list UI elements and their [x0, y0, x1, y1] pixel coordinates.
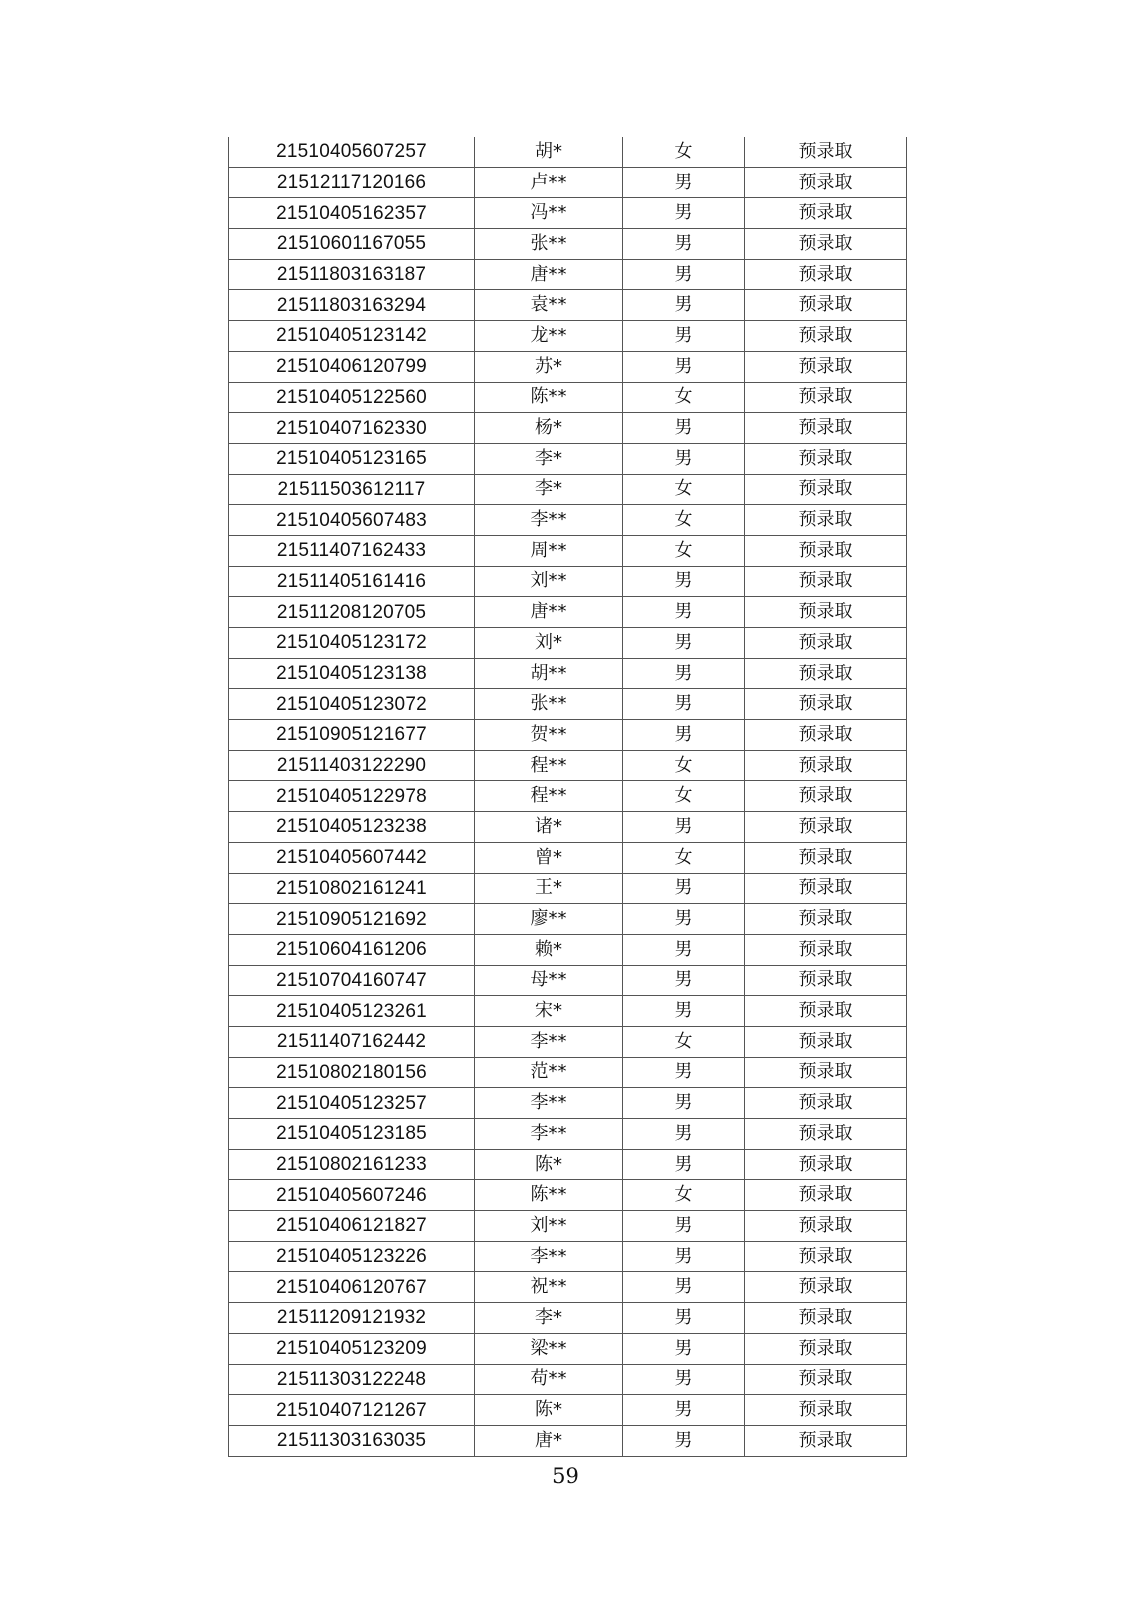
gender-cell: 女	[623, 535, 745, 566]
name-cell: 李**	[475, 1088, 623, 1119]
name-cell: 祝**	[475, 1272, 623, 1303]
candidate-id-cell: 21510405123261	[229, 996, 475, 1027]
name-cell: 张**	[475, 689, 623, 720]
status-cell: 预录取	[745, 750, 907, 781]
name-cell: 冯**	[475, 198, 623, 229]
gender-cell: 男	[623, 1303, 745, 1334]
table-row	[229, 443, 907, 474]
candidate-id-cell: 21511303122248	[229, 1364, 475, 1395]
candidate-id-cell: 21511405161416	[229, 566, 475, 597]
table-row	[229, 658, 907, 689]
status-cell: 预录取	[745, 566, 907, 597]
gender-cell: 男	[623, 413, 745, 444]
status-cell: 预录取	[745, 965, 907, 996]
status-cell: 预录取	[745, 1088, 907, 1119]
gender-cell: 男	[623, 443, 745, 474]
table-row	[229, 781, 907, 812]
gender-cell: 男	[623, 1333, 745, 1364]
candidate-id-cell: 21511209121932	[229, 1303, 475, 1334]
name-cell: 唐**	[475, 597, 623, 628]
table-row	[229, 689, 907, 720]
gender-cell: 女	[623, 750, 745, 781]
gender-cell: 男	[623, 229, 745, 260]
status-cell: 预录取	[745, 259, 907, 290]
gender-cell: 女	[623, 137, 745, 167]
status-cell: 预录取	[745, 413, 907, 444]
table-row	[229, 474, 907, 505]
gender-cell: 男	[623, 873, 745, 904]
name-cell: 卢**	[475, 167, 623, 198]
status-cell: 预录取	[745, 1303, 907, 1334]
name-cell: 范**	[475, 1057, 623, 1088]
candidate-id-cell: 21510601167055	[229, 229, 475, 260]
name-cell: 王*	[475, 873, 623, 904]
gender-cell: 男	[623, 934, 745, 965]
status-cell: 预录取	[745, 198, 907, 229]
candidate-id-cell: 21510405123185	[229, 1119, 475, 1150]
status-cell: 预录取	[745, 1149, 907, 1180]
candidate-id-cell: 21510405607442	[229, 842, 475, 873]
gender-cell: 女	[623, 382, 745, 413]
name-cell: 李**	[475, 1119, 623, 1150]
candidate-id-cell: 21510405123142	[229, 321, 475, 352]
candidate-id-cell: 21510604161206	[229, 934, 475, 965]
name-cell: 母**	[475, 965, 623, 996]
table-row	[229, 1333, 907, 1364]
status-cell: 预录取	[745, 535, 907, 566]
table-row	[229, 1211, 907, 1242]
candidate-id-cell: 21510405123172	[229, 628, 475, 659]
table-row	[229, 259, 907, 290]
status-cell: 预录取	[745, 720, 907, 751]
gender-cell: 女	[623, 1180, 745, 1211]
status-cell: 预录取	[745, 1180, 907, 1211]
status-cell: 预录取	[745, 1395, 907, 1426]
status-cell: 预录取	[745, 1057, 907, 1088]
candidate-id-cell: 21510704160747	[229, 965, 475, 996]
candidate-id-cell: 21510407121267	[229, 1395, 475, 1426]
table-row	[229, 137, 907, 167]
name-cell: 诸*	[475, 812, 623, 843]
gender-cell: 男	[623, 1211, 745, 1242]
gender-cell: 男	[623, 1364, 745, 1395]
status-cell: 预录取	[745, 904, 907, 935]
gender-cell: 男	[623, 1395, 745, 1426]
page-number: 59	[552, 1464, 579, 1488]
gender-cell: 女	[623, 842, 745, 873]
name-cell: 李*	[475, 443, 623, 474]
candidate-id-cell: 21510406120767	[229, 1272, 475, 1303]
gender-cell: 男	[623, 198, 745, 229]
candidate-id-cell: 21510802161233	[229, 1149, 475, 1180]
name-cell: 周**	[475, 535, 623, 566]
table-row	[229, 505, 907, 536]
name-cell: 杨*	[475, 413, 623, 444]
candidate-id-cell: 21511403122290	[229, 750, 475, 781]
status-cell: 预录取	[745, 842, 907, 873]
candidate-id-cell: 21512117120166	[229, 167, 475, 198]
status-cell: 预录取	[745, 229, 907, 260]
name-cell: 陈*	[475, 1395, 623, 1426]
table-body	[229, 137, 907, 1456]
gender-cell: 男	[623, 351, 745, 382]
status-cell: 预录取	[745, 321, 907, 352]
candidate-id-cell: 21510405607257	[229, 137, 475, 167]
name-cell: 梁**	[475, 1333, 623, 1364]
name-cell: 胡*	[475, 137, 623, 167]
candidate-id-cell: 21510405123226	[229, 1241, 475, 1272]
gender-cell: 男	[623, 812, 745, 843]
candidate-id-cell: 21510802180156	[229, 1057, 475, 1088]
name-cell: 李**	[475, 1241, 623, 1272]
table-row	[229, 904, 907, 935]
candidate-id-cell: 21510905121692	[229, 904, 475, 935]
gender-cell: 男	[623, 1272, 745, 1303]
gender-cell: 男	[623, 1088, 745, 1119]
name-cell: 陈*	[475, 1149, 623, 1180]
table-row	[229, 1241, 907, 1272]
status-cell: 预录取	[745, 1026, 907, 1057]
status-cell: 预录取	[745, 873, 907, 904]
table-row	[229, 965, 907, 996]
name-cell: 刘**	[475, 1211, 623, 1242]
status-cell: 预录取	[745, 597, 907, 628]
name-cell: 李*	[475, 1303, 623, 1334]
candidate-id-cell: 21510802161241	[229, 873, 475, 904]
name-cell: 李*	[475, 474, 623, 505]
candidate-id-cell: 21511803163187	[229, 259, 475, 290]
candidate-id-cell: 21510405123138	[229, 658, 475, 689]
table-row	[229, 382, 907, 413]
gender-cell: 男	[623, 658, 745, 689]
table-row	[229, 934, 907, 965]
status-cell: 预录取	[745, 474, 907, 505]
candidate-id-cell: 21511303163035	[229, 1425, 475, 1456]
admission-table	[228, 137, 907, 1457]
name-cell: 程**	[475, 750, 623, 781]
table-row	[229, 167, 907, 198]
candidate-id-cell: 21510405607246	[229, 1180, 475, 1211]
gender-cell: 男	[623, 720, 745, 751]
gender-cell: 男	[623, 1241, 745, 1272]
table-row	[229, 873, 907, 904]
gender-cell: 男	[623, 321, 745, 352]
status-cell: 预录取	[745, 689, 907, 720]
table-row	[229, 198, 907, 229]
status-cell: 预录取	[745, 934, 907, 965]
name-cell: 刘*	[475, 628, 623, 659]
table-row	[229, 1119, 907, 1150]
gender-cell: 男	[623, 1425, 745, 1456]
candidate-id-cell: 21510405123238	[229, 812, 475, 843]
candidate-id-cell: 21510405123165	[229, 443, 475, 474]
table-row	[229, 1395, 907, 1426]
gender-cell: 男	[623, 1149, 745, 1180]
name-cell: 宋*	[475, 996, 623, 1027]
table-row	[229, 1425, 907, 1456]
name-cell: 廖**	[475, 904, 623, 935]
candidate-id-cell: 21511803163294	[229, 290, 475, 321]
name-cell: 刘**	[475, 566, 623, 597]
gender-cell: 男	[623, 996, 745, 1027]
table-row	[229, 351, 907, 382]
table-row	[229, 750, 907, 781]
gender-cell: 男	[623, 904, 745, 935]
table-row	[229, 1272, 907, 1303]
name-cell: 龙**	[475, 321, 623, 352]
table-row	[229, 597, 907, 628]
name-cell: 赖*	[475, 934, 623, 965]
table-row	[229, 628, 907, 659]
candidate-id-cell: 21510406120799	[229, 351, 475, 382]
gender-cell: 男	[623, 628, 745, 659]
name-cell: 陈**	[475, 382, 623, 413]
table-row	[229, 535, 907, 566]
status-cell: 预录取	[745, 1119, 907, 1150]
table-row	[229, 1364, 907, 1395]
gender-cell: 男	[623, 566, 745, 597]
candidate-id-cell: 21510405123257	[229, 1088, 475, 1119]
table-row	[229, 812, 907, 843]
status-cell: 预录取	[745, 505, 907, 536]
table-row	[229, 996, 907, 1027]
table-row	[229, 1026, 907, 1057]
gender-cell: 男	[623, 597, 745, 628]
name-cell: 袁**	[475, 290, 623, 321]
gender-cell: 女	[623, 781, 745, 812]
candidate-id-cell: 21510405123209	[229, 1333, 475, 1364]
gender-cell: 男	[623, 290, 745, 321]
status-cell: 预录取	[745, 628, 907, 659]
candidate-id-cell: 21510405123072	[229, 689, 475, 720]
gender-cell: 女	[623, 1026, 745, 1057]
table-row	[229, 720, 907, 751]
candidate-id-cell: 21510405162357	[229, 198, 475, 229]
candidate-id-cell: 21510407162330	[229, 413, 475, 444]
table-row	[229, 1303, 907, 1334]
candidate-id-cell: 21511503612117	[229, 474, 475, 505]
table-row	[229, 842, 907, 873]
table-row	[229, 566, 907, 597]
status-cell: 预录取	[745, 781, 907, 812]
table-row	[229, 1149, 907, 1180]
name-cell: 陈**	[475, 1180, 623, 1211]
status-cell: 预录取	[745, 1364, 907, 1395]
gender-cell: 男	[623, 259, 745, 290]
gender-cell: 男	[623, 1057, 745, 1088]
candidate-id-cell: 21510405122978	[229, 781, 475, 812]
candidate-id-cell: 21510905121677	[229, 720, 475, 751]
gender-cell: 女	[623, 505, 745, 536]
table-row	[229, 413, 907, 444]
table-row	[229, 290, 907, 321]
candidate-id-cell: 21511407162433	[229, 535, 475, 566]
name-cell: 胡**	[475, 658, 623, 689]
status-cell: 预录取	[745, 351, 907, 382]
name-cell: 苟**	[475, 1364, 623, 1395]
gender-cell: 女	[623, 474, 745, 505]
status-cell: 预录取	[745, 443, 907, 474]
table-row	[229, 321, 907, 352]
gender-cell: 男	[623, 1119, 745, 1150]
candidate-id-cell: 21510405122560	[229, 382, 475, 413]
name-cell: 唐*	[475, 1425, 623, 1456]
table-row	[229, 229, 907, 260]
status-cell: 预录取	[745, 996, 907, 1027]
table-row	[229, 1088, 907, 1119]
status-cell: 预录取	[745, 137, 907, 167]
gender-cell: 男	[623, 965, 745, 996]
candidate-id-cell: 21511208120705	[229, 597, 475, 628]
name-cell: 唐**	[475, 259, 623, 290]
candidate-id-cell: 21510405607483	[229, 505, 475, 536]
name-cell: 贺**	[475, 720, 623, 751]
status-cell: 预录取	[745, 290, 907, 321]
candidate-id-cell: 21510406121827	[229, 1211, 475, 1242]
status-cell: 预录取	[745, 658, 907, 689]
name-cell: 李**	[475, 505, 623, 536]
status-cell: 预录取	[745, 1333, 907, 1364]
status-cell: 预录取	[745, 1241, 907, 1272]
gender-cell: 男	[623, 689, 745, 720]
gender-cell: 男	[623, 167, 745, 198]
status-cell: 预录取	[745, 1211, 907, 1242]
status-cell: 预录取	[745, 167, 907, 198]
status-cell: 预录取	[745, 1272, 907, 1303]
status-cell: 预录取	[745, 382, 907, 413]
candidate-id-cell: 21511407162442	[229, 1026, 475, 1057]
name-cell: 程**	[475, 781, 623, 812]
name-cell: 曾*	[475, 842, 623, 873]
name-cell: 李**	[475, 1026, 623, 1057]
table-row	[229, 1057, 907, 1088]
name-cell: 苏*	[475, 351, 623, 382]
status-cell: 预录取	[745, 1425, 907, 1456]
status-cell: 预录取	[745, 812, 907, 843]
table-row	[229, 1180, 907, 1211]
name-cell: 张**	[475, 229, 623, 260]
